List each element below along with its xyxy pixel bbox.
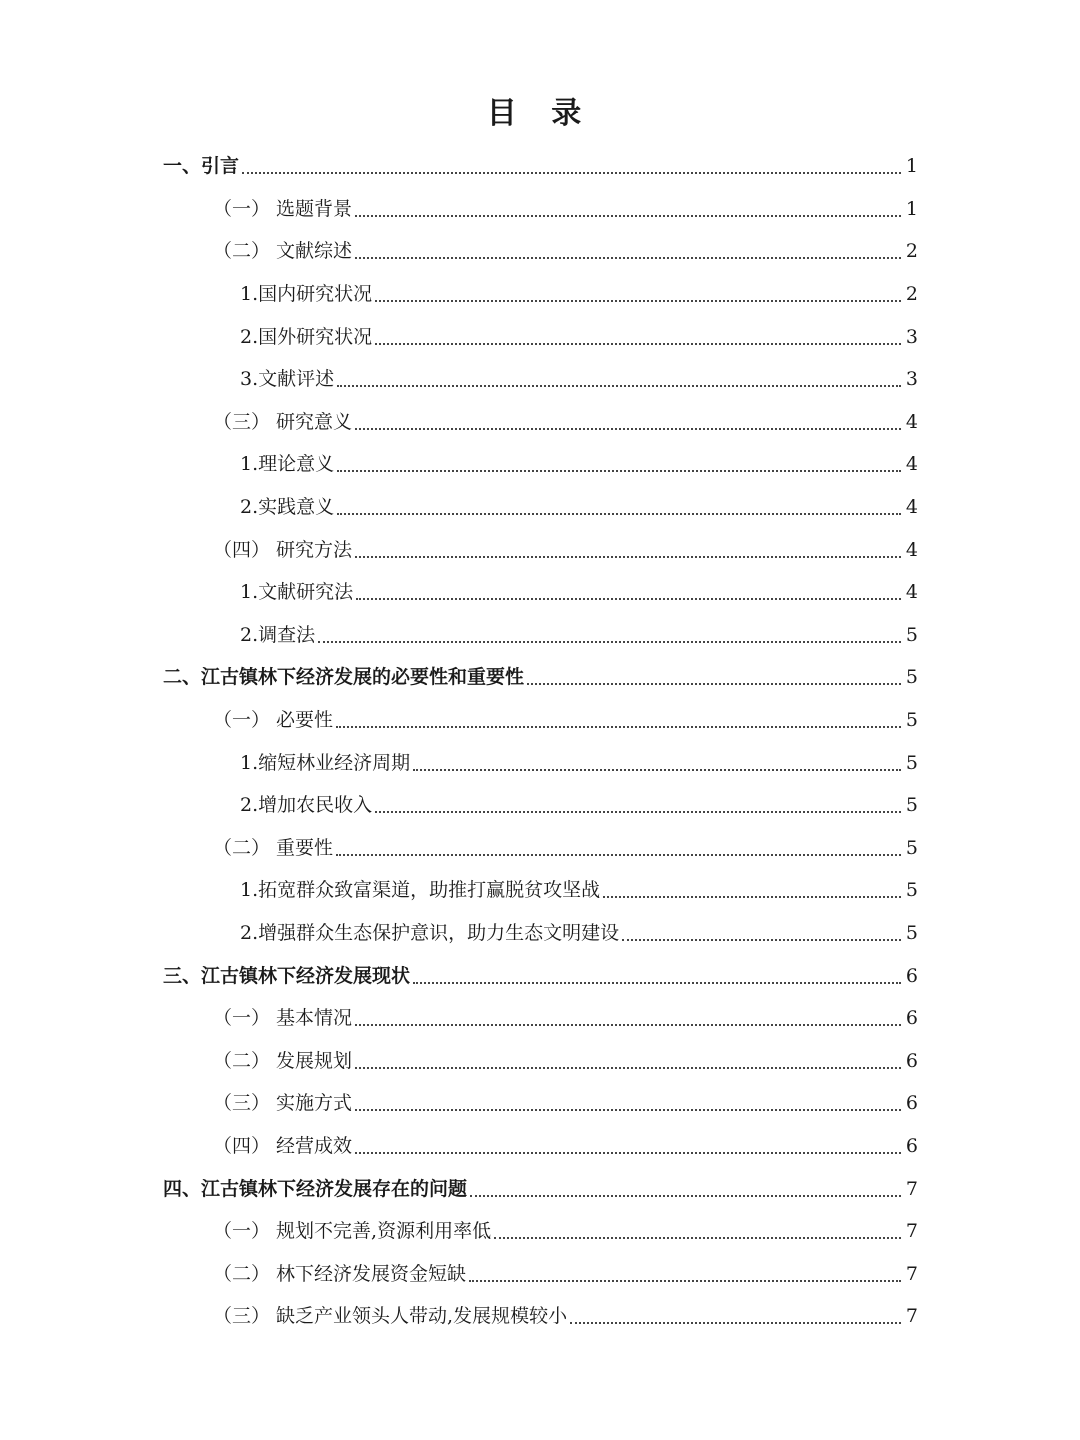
toc-entry[interactable] [0,869,1080,912]
toc-entry[interactable] [0,1039,1080,1082]
toc-entry-page-number: 4 [905,581,918,604]
toc-entry[interactable] [0,614,1080,657]
toc-entry-page-number: 4 [905,453,918,476]
toc-entry-page-number: 6 [905,964,918,987]
toc-entry[interactable] [0,827,1080,870]
toc-entry[interactable] [0,528,1080,571]
dot-leader [375,811,901,813]
toc-entry-page-number: 7 [905,1177,918,1200]
toc-entry-page-number: 5 [905,709,918,732]
toc-entry-page-number: 6 [905,1007,918,1030]
toc-entry-page-number: 5 [905,836,918,859]
toc-entry-page-number: 2 [905,240,918,263]
toc-entry[interactable] [0,784,1080,827]
toc-entry[interactable] [0,699,1080,742]
toc-entry[interactable] [0,401,1080,444]
toc-entry[interactable] [0,1125,1080,1168]
toc-entry-page-number: 1 [905,155,918,178]
dot-leader [242,172,901,174]
toc-entry[interactable] [0,1167,1080,1210]
toc-entry[interactable] [0,145,1080,188]
toc-entry-label: （四） 研究方法 [213,538,353,561]
toc-entry-page-number: 6 [905,1049,918,1072]
toc-entry-label: （三） 实施方式 [213,1092,353,1115]
toc-entry-label: （二） 文献综述 [213,240,353,263]
toc-entry[interactable] [0,954,1080,997]
toc-entry-label: （二） 林下经济发展资金短缺 [213,1262,467,1285]
toc-entry-page-number: 7 [905,1220,918,1243]
dot-leader [337,470,901,472]
toc-entry-page-number: 6 [905,1134,918,1157]
dot-leader [355,1152,901,1154]
toc-entry[interactable] [0,358,1080,401]
toc-entry-label: 3.文献评述 [240,368,335,391]
toc-entry-label: 一、引言 [163,155,240,178]
toc-entry[interactable] [0,1252,1080,1295]
toc-entry[interactable] [0,230,1080,273]
dot-leader [355,428,901,430]
dot-leader [375,343,901,345]
dot-leader [355,215,901,217]
toc-entry[interactable] [0,1295,1080,1338]
toc-entry-label: （三） 研究意义 [213,410,353,433]
toc-entry[interactable] [0,1210,1080,1253]
page-title: 目 录 [486,96,594,131]
toc-entry-page-number: 5 [905,879,918,902]
toc-entry-page-number: 6 [905,1092,918,1115]
toc-entry-label: （二） 发展规划 [213,1049,353,1072]
toc-entry-page-number: 5 [905,751,918,774]
dot-leader [355,556,901,558]
toc-entry-label: 1.文献研究法 [240,581,354,604]
toc-entry-label: （一） 基本情况 [213,1007,353,1030]
toc-entry-label: 2.增加农民收入 [240,794,373,817]
toc-entry[interactable] [0,912,1080,955]
toc-entry-label: 四、江古镇林下经济发展存在的问题 [163,1177,468,1200]
toc-entry-label: 2.调查法 [240,623,316,646]
dot-leader [570,1322,901,1324]
toc-entry[interactable] [0,273,1080,316]
toc-entry-label: 1.国内研究状况 [240,283,373,306]
toc-entry-label: （二） 重要性 [213,836,334,859]
toc-entry-label: 二、江古镇林下经济发展的必要性和重要性 [163,666,525,689]
dot-leader [622,939,901,941]
dot-leader [470,1195,901,1197]
dot-leader [413,982,901,984]
toc-entry-page-number: 4 [905,538,918,561]
toc-entry-page-number: 4 [905,496,918,519]
toc-entry-page-number: 5 [905,623,918,646]
dot-leader [527,683,901,685]
toc-entry-page-number: 5 [905,921,918,944]
toc-entry[interactable] [0,486,1080,529]
toc-entry-page-number: 3 [905,325,918,348]
toc-entry-label: 1.理论意义 [240,453,335,476]
toc-entry[interactable] [0,188,1080,231]
toc-entry-page-number: 7 [905,1305,918,1328]
toc-entry-page-number: 2 [905,283,918,306]
toc-entry-label: 2.实践意义 [240,496,335,519]
toc-entry-page-number: 5 [905,794,918,817]
dot-leader [355,1024,901,1026]
dot-leader [375,300,901,302]
toc-entry-label: 1.缩短林业经济周期 [240,751,411,774]
toc-entry-label: （一） 必要性 [213,709,334,732]
toc-entry[interactable] [0,741,1080,784]
dot-leader [337,385,901,387]
toc-entry[interactable] [0,315,1080,358]
toc-entry-page-number: 4 [905,410,918,433]
dot-leader [356,598,901,600]
toc-entry-page-number: 7 [905,1262,918,1285]
toc-entry[interactable] [0,571,1080,614]
toc-entry-label: （一） 选题背景 [213,197,353,220]
toc-entry-page-number: 3 [905,368,918,391]
toc-entry-label: （一） 规划不完善,资源利用率低 [213,1220,492,1243]
dot-leader [494,1237,901,1239]
dot-leader [355,257,901,259]
toc-entry-label: 三、江古镇林下经济发展现状 [163,964,411,987]
dot-leader [337,513,901,515]
toc-entry-label: （四） 经营成效 [213,1134,353,1157]
toc-entry-label: （三） 缺乏产业领头人带动,发展规模较小 [213,1305,568,1328]
dot-leader [355,1067,901,1069]
toc-entry[interactable] [0,1082,1080,1125]
toc-entry-label: 1.拓宽群众致富渠道，助推打赢脱贫攻坚战 [240,879,601,902]
dot-leader [336,854,901,856]
toc-entry-label: 2.增强群众生态保护意识，助力生态文明建设 [240,921,620,944]
dot-leader [355,1109,901,1111]
dot-leader [603,896,901,898]
dot-leader [469,1280,901,1282]
toc-entry[interactable] [0,997,1080,1040]
table-of-contents [0,145,1080,1338]
toc-entry-page-number: 1 [905,197,918,220]
dot-leader [318,641,901,643]
toc-entry-page-number: 5 [905,666,918,689]
toc-entry[interactable] [0,443,1080,486]
toc-entry[interactable] [0,656,1080,699]
toc-entry-label: 2.国外研究状况 [240,325,373,348]
dot-leader [413,769,901,771]
dot-leader [336,726,901,728]
